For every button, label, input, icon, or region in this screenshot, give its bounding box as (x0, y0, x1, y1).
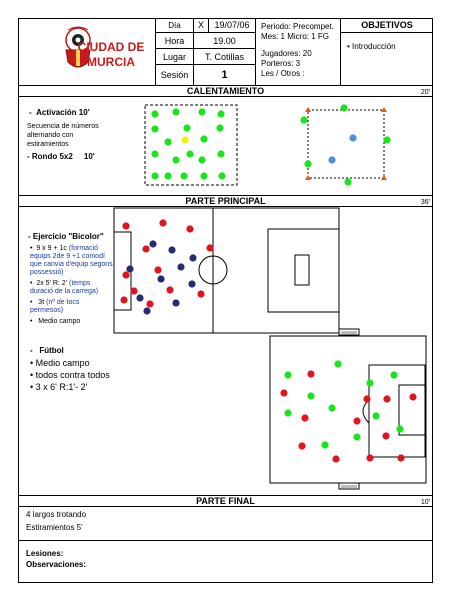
futbol-list (30, 357, 110, 393)
player-green (164, 138, 171, 145)
player-red (166, 286, 173, 293)
player-red (154, 266, 161, 273)
player-red (122, 222, 129, 229)
lesiones-otros: Les / Otros : (261, 69, 305, 78)
futbol-item: • Medio campo (30, 358, 90, 368)
player-red (122, 271, 129, 278)
player-red (159, 219, 166, 226)
fecha-value: 19/07/06 (209, 18, 256, 33)
player-green (321, 441, 328, 448)
rondo-area (308, 110, 384, 178)
item1-note: (formació equips 2de 9 +1 comodí que canvia d'equip segons possessió) (30, 245, 113, 276)
player-green (216, 124, 223, 131)
player-green (172, 108, 179, 115)
club-name-line1: CIUDAD DE (77, 40, 145, 54)
item3-main: 3t (38, 299, 45, 306)
lugar-value: T. Cotillas (194, 49, 256, 65)
player-red (383, 395, 390, 402)
player-green (366, 379, 373, 386)
sesion-label: Sesión (160, 70, 189, 80)
final-line-1: 4 largos trotando (26, 510, 87, 519)
club-name (76, 40, 146, 70)
player-green (328, 404, 335, 411)
observaciones-label: Observaciones: (26, 560, 87, 569)
player-green (300, 116, 307, 123)
player-red (382, 432, 389, 439)
cone-icon (381, 175, 387, 180)
lugar-label: Lugar (156, 49, 193, 65)
item3-note: (nº de tocs permesos) (30, 299, 80, 314)
item4-main: Medio campo (38, 318, 81, 325)
ejercicio-item-2: • 2x 5' R: 2' (temps duració de la carrega) (30, 280, 99, 295)
player-navy (136, 294, 143, 301)
objetivo-text: Introducción (352, 42, 396, 51)
goal-bottom-net (341, 485, 357, 488)
player-green (151, 150, 158, 157)
player-red (307, 370, 314, 377)
player-yellow (181, 136, 188, 143)
player-red (186, 225, 193, 232)
right-penalty-area (268, 229, 339, 312)
player-red (280, 389, 287, 396)
hora-value: 19.00 (194, 33, 256, 49)
player-green (200, 172, 207, 179)
player-red (298, 442, 305, 449)
penalty-arc (363, 400, 369, 423)
player-green (183, 124, 190, 131)
player-green (307, 392, 314, 399)
penalty-area (369, 365, 425, 457)
goal-top-net (341, 331, 357, 334)
futbol-item-text: todos contra todos (35, 370, 110, 380)
player-green (218, 172, 225, 179)
ejercicio-item-3: • 3t (nº de tocs permesos) (30, 299, 80, 314)
player-green (172, 156, 179, 163)
jugadores: Jugadores: 20 (261, 49, 312, 58)
player-navy (172, 299, 179, 306)
objetivos-box (341, 18, 433, 85)
player-green (353, 433, 360, 440)
period-info (256, 18, 341, 85)
header (18, 18, 433, 85)
player-green (372, 412, 379, 419)
club-name-line2: MURCIA (87, 55, 135, 69)
player-green (198, 108, 205, 115)
player-green (151, 125, 158, 132)
player-green (200, 135, 207, 142)
player-navy (168, 246, 175, 253)
final-line-2: Estiramientos 5' (26, 523, 83, 532)
player-green (198, 156, 205, 163)
player-red (301, 414, 308, 421)
player-red (366, 454, 373, 461)
player-green (334, 360, 341, 367)
player-green (344, 178, 351, 185)
futbol-item: • 3 x 6' R:1'- 2' (30, 382, 88, 392)
ejercicio-item-1: • 9 x 9 + 1c (formació equips 2de 9 +1 comodí que canvia d'equip segons possessió) (30, 245, 113, 276)
player-navy (189, 254, 196, 261)
porteros: Porteros: 3 (261, 59, 301, 68)
rondo-title: - Rondo 5x2 10' (27, 152, 95, 161)
player-green (396, 425, 403, 432)
player-green (340, 104, 347, 111)
dia-value: X (194, 18, 209, 33)
activacion-desc: Secuencia de números alternando con estiramientos (27, 123, 99, 148)
player-navy (143, 307, 150, 314)
dia-label: Día (156, 18, 193, 33)
player-red (146, 300, 153, 307)
player-green (304, 160, 311, 167)
futbol-title-text: Fútbol (39, 346, 64, 355)
principal-title: PARTE PRINCIPAL (18, 195, 433, 207)
final-title: PARTE FINAL (18, 495, 433, 507)
objetivo-item: • Introducción (347, 42, 396, 51)
rondo-text: Rondo 5x2 10' (31, 152, 95, 161)
bicolor-pitch-diagram (113, 207, 340, 334)
activacion-title: - Activación 10' (29, 108, 90, 117)
player-red (397, 454, 404, 461)
player-green (217, 110, 224, 117)
ejercicio-details (30, 245, 113, 326)
player-green (284, 409, 291, 416)
periodo: Periodo: Precompet. (261, 22, 334, 31)
futbol-item: • todos contra todos (30, 370, 110, 380)
player-red (332, 455, 339, 462)
warmup-diagram-rondo (296, 102, 396, 187)
player-blue (328, 156, 335, 163)
player-red (197, 290, 204, 297)
item2-main: 2x 5' R: 2' (36, 280, 68, 287)
cone-icon (305, 107, 311, 112)
player-green (164, 172, 171, 179)
player-red (353, 417, 360, 424)
futbol-item-text: Medio campo (35, 358, 90, 368)
player-green (217, 150, 224, 157)
player-green (180, 172, 187, 179)
player-green (151, 110, 158, 117)
futbol-pitch-diagram (269, 325, 429, 495)
lesiones-label: Lesiones: (26, 549, 64, 558)
player-red (206, 244, 213, 251)
item2-note: (temps duració de la carrega) (30, 280, 99, 295)
player-blue (349, 134, 356, 141)
futbol-title: - Fútbol (30, 346, 64, 355)
calentamiento-title: CALENTAMIENTO (18, 85, 433, 97)
player-navy (126, 265, 133, 272)
hora-label: Hora (156, 33, 193, 49)
player-green (186, 150, 193, 157)
footer-divider (18, 540, 433, 541)
ejercicio-item-4: • Medio campo (30, 318, 81, 325)
final-duration: 10' (420, 499, 430, 506)
player-green (151, 172, 158, 179)
sesion-value: 1 (194, 65, 256, 85)
calentamiento-duration: 20' (420, 89, 430, 96)
warmup-diagram-numbers (144, 104, 239, 186)
ejercicio-title: - Ejercicio "Bicolor" (28, 232, 104, 241)
activacion-title-text: Activación 10' (36, 108, 90, 117)
player-navy (177, 263, 184, 270)
player-red (142, 245, 149, 252)
principal-duration: 36' (420, 199, 430, 206)
futbol-item-text: 3 x 6' R:1'- 2' (35, 382, 88, 392)
player-navy (188, 280, 195, 287)
player-navy (149, 240, 156, 247)
player-green (284, 371, 291, 378)
player-green (383, 136, 390, 143)
objetivos-title: OBJETIVOS (341, 18, 433, 33)
player-green (390, 371, 397, 378)
player-red (120, 296, 127, 303)
player-red (363, 395, 370, 402)
item1-main: 9 x 9 + 1c (36, 245, 67, 252)
right-goal-area (295, 255, 309, 285)
player-navy (157, 275, 164, 282)
player-red (409, 393, 416, 400)
mes-micro: Mes: 1 Micro: 1 FG (261, 32, 330, 41)
player-red (130, 287, 137, 294)
ejercicio-title-text: Ejercicio "Bicolor" (32, 232, 104, 241)
